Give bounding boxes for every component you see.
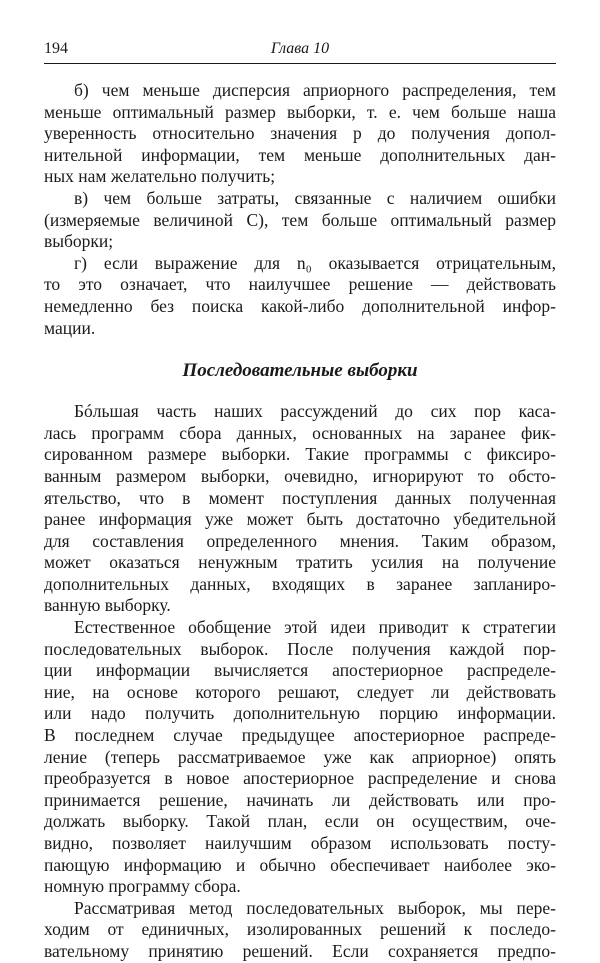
text-line: видно, позволяет наилучшим образом использовать посту- bbox=[44, 833, 556, 853]
text-line: ных нам желательно получить; bbox=[44, 166, 276, 187]
text-line: В последнем случае предыдущее апостериорное распреде- bbox=[44, 725, 556, 746]
text-line: последовательных выборок. После получения каждой пор- bbox=[44, 638, 556, 659]
text-line: г) если выражение для n₀ оказывается отрицательным, bbox=[74, 252, 556, 273]
list-item-b bbox=[44, 80, 556, 188]
text-line: меньше оптимальный размер выборки, т. е. чем больше наша bbox=[44, 101, 556, 122]
text-line: пающую информацию и обычно обеспечивает наиболее эко- bbox=[44, 854, 556, 875]
text-line: выборки; bbox=[44, 231, 114, 252]
list-item-v bbox=[44, 188, 556, 253]
text-line: ванную выборку. bbox=[44, 595, 171, 616]
text-line: сированном размере выборки. Такие программы с фиксиро- bbox=[44, 444, 556, 465]
text-line: или надо получить дополнительную порцию информации. bbox=[44, 703, 556, 724]
text-line: должать выборку. Такой план, если он осуществим, оче- bbox=[44, 811, 556, 832]
paragraph-1 bbox=[44, 401, 556, 617]
text-line: мации. bbox=[44, 317, 96, 338]
text-line: немедленно без поиска какой-либо дополнительной инфор- bbox=[44, 295, 556, 316]
text-line: ванным размером выборки, очевидно, игнорируют то обсто- bbox=[44, 465, 556, 486]
section-heading: Последовательные выборки bbox=[182, 360, 418, 382]
paragraph-2 bbox=[44, 617, 556, 898]
text-line: ние, на основе которого решают, следует ли действовать bbox=[44, 681, 556, 702]
header-rule bbox=[44, 63, 556, 64]
text-line: может оказаться ненужным тратить усилия на получение bbox=[44, 552, 556, 573]
text-line: для составления определенного мнения. Таким образом, bbox=[44, 530, 556, 551]
text-line: ятельство, что в момент поступления данных полученная bbox=[44, 487, 556, 508]
book-page bbox=[44, 38, 556, 963]
list-item-g bbox=[44, 253, 556, 339]
text-line: дополнительных данных, входящих в заранее запланиро- bbox=[44, 573, 556, 594]
text-line: Бóльшая часть наших рассуждений до сих пор касa- bbox=[74, 401, 556, 422]
text-line: ходим от единичных, изолированных решений к последо- bbox=[44, 919, 556, 940]
text-line: Естественное обобщение этой идеи приводит к стратегии bbox=[74, 617, 556, 638]
paragraph-3 bbox=[44, 898, 556, 963]
text-line: принимается решение, начинать ли действовать или про- bbox=[44, 789, 556, 810]
text-line: преобразуется в новое апостериорное распределение и снова bbox=[44, 768, 556, 789]
text-line: номную программу сбора. bbox=[44, 876, 241, 897]
text-line: лась программ сбора данных, основанных на заранее фик- bbox=[44, 422, 556, 443]
text-line: б) чем меньше дисперсия априорного распределения, тем bbox=[74, 80, 556, 100]
text-line: ции информации вычисляется апостериорное распределе- bbox=[44, 660, 556, 681]
text-line: ранее информация уже может быть достаточно убедительной bbox=[44, 509, 556, 530]
text-line: ление (теперь рассматриваемое уже как априорное) опять bbox=[44, 746, 556, 767]
chapter-title: Глава 10 bbox=[270, 40, 330, 57]
text-line: вательному принятию решений. Если сохраняется предпо- bbox=[44, 940, 556, 961]
page-number: 194 bbox=[44, 40, 68, 57]
text-line: Рассматривая метод последовательных выборок, мы пере- bbox=[74, 897, 556, 918]
text-line: в) чем больше затраты, связанные с наличием ошибки bbox=[74, 187, 556, 208]
body-text bbox=[44, 80, 556, 963]
text-line: то это означает, что наилучшее решение — действовать bbox=[44, 274, 556, 295]
running-head bbox=[44, 38, 556, 60]
text-line: (измеряемые величиной C), тем больше оптимальный размер bbox=[44, 209, 556, 230]
text-line: нительной информации, тем меньше дополнительных дан- bbox=[44, 144, 556, 165]
text-line: уверенность относительно значения p до получения допол- bbox=[44, 123, 556, 144]
